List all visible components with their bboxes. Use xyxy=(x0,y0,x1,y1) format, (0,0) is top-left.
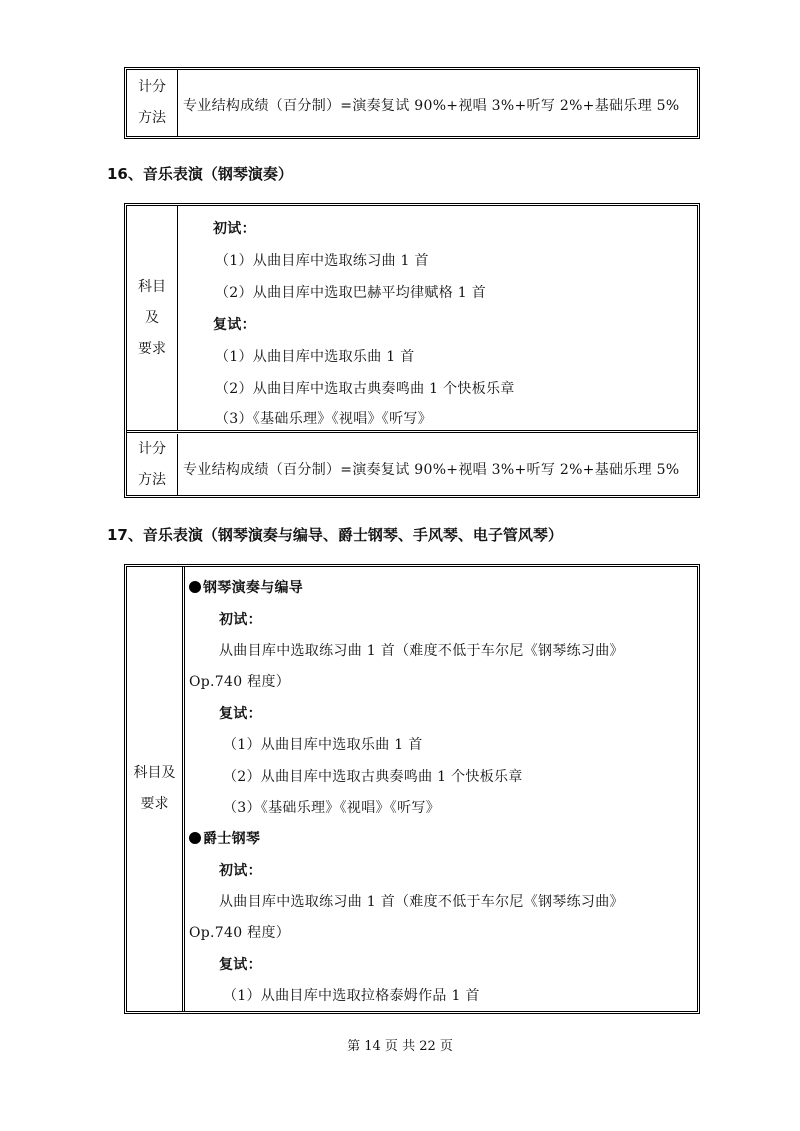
s17-part1-initial-text-b: Op.740 程度） xyxy=(189,674,291,690)
s17-part2-retest: 复试： xyxy=(219,957,262,973)
bullet-icon xyxy=(189,581,201,593)
score-formula: 专业结构成绩（百分制）=演奏复试 90%+视唱 3%+听写 2%+基础乐理 5% xyxy=(183,98,680,114)
score-label-cell xyxy=(127,70,178,136)
s17-part1-title xyxy=(189,577,303,597)
s16-line-retest-1: （1）从曲目库中选取乐曲 1 首 xyxy=(215,349,415,365)
subject-label-line1: 科目 xyxy=(138,279,166,295)
section-16-table xyxy=(124,203,700,498)
s16-score-label-cell xyxy=(127,434,178,495)
s17-part1-retest-1: （1）从曲目库中选取乐曲 1 首 xyxy=(223,737,423,753)
s16-line-retest: 复试： xyxy=(213,317,256,333)
s17-part2-title-text: 爵士钢琴 xyxy=(203,831,261,847)
score-label-line2: 方法 xyxy=(138,110,166,126)
s16-score-label-line2: 方法 xyxy=(138,471,166,488)
s17-subject-label-line1: 科目及 xyxy=(133,765,176,781)
s17-part2-initial-text-b: Op.740 程度） xyxy=(189,925,291,941)
s17-part1-retest-2: （2）从曲目库中选取古典奏鸣曲 1 个快板乐章 xyxy=(223,769,523,785)
s17-part1-retest: 复试： xyxy=(219,706,262,722)
s17-part1-initial-text-a: 从曲目库中选取练习曲 1 首（难度不低于车尔尼《钢琴练习曲》 xyxy=(219,643,624,659)
s17-part2-initial-text-a: 从曲目库中选取练习曲 1 首（难度不低于车尔尼《钢琴练习曲》 xyxy=(219,894,624,910)
s17-part1-retest-3: （3）《基础乐理》《视唱》《听写》 xyxy=(223,800,441,816)
section-16-heading: 16、音乐表演（钢琴演奏） xyxy=(107,165,293,183)
score-label-line1: 计分 xyxy=(138,79,166,95)
s17-part2-initial: 初试： xyxy=(219,863,262,879)
bullet-icon xyxy=(189,832,201,844)
s17-part2-retest-1: （1）从曲目库中选取拉格泰姆作品 1 首 xyxy=(223,988,480,1004)
section-17-table xyxy=(124,564,700,1014)
s17-part2-title xyxy=(189,828,260,848)
subject-label-line2: 及 xyxy=(145,310,159,326)
s16-score-label-line1: 计分 xyxy=(138,440,166,457)
subject-label-cell xyxy=(127,206,178,431)
s16-line-initial-1: （1）从曲目库中选取练习曲 1 首 xyxy=(215,253,429,269)
subject-label-line3: 要求 xyxy=(138,341,166,357)
s16-row-divider xyxy=(127,430,697,433)
page-footer: 第 14 页 共 22 页 xyxy=(347,1039,453,1054)
s16-line-initial-2: （2）从曲目库中选取巴赫平均律赋格 1 首 xyxy=(215,285,487,301)
s16-score-formula: 专业结构成绩（百分制）=演奏复试 90%+视唱 3%+听写 2%+基础乐理 5% xyxy=(183,462,680,478)
s16-line-retest-2: （2）从曲目库中选取古典奏鸣曲 1 个快板乐章 xyxy=(215,381,515,397)
s17-subject-label-cell xyxy=(127,567,185,1011)
s17-part1-initial: 初试： xyxy=(219,612,262,628)
section-17-heading: 17、音乐表演（钢琴演奏与编导、爵士钢琴、手风琴、电子管风琴） xyxy=(107,526,563,544)
s16-line-retest-3: （3）《基础乐理》《视唱》《听写》 xyxy=(215,411,433,427)
s17-subject-label-line2: 要求 xyxy=(140,796,169,812)
scoring-table-top xyxy=(124,67,700,139)
s17-part1-title-text: 钢琴演奏与编导 xyxy=(203,580,304,596)
s16-line-initial: 初试： xyxy=(213,221,256,237)
